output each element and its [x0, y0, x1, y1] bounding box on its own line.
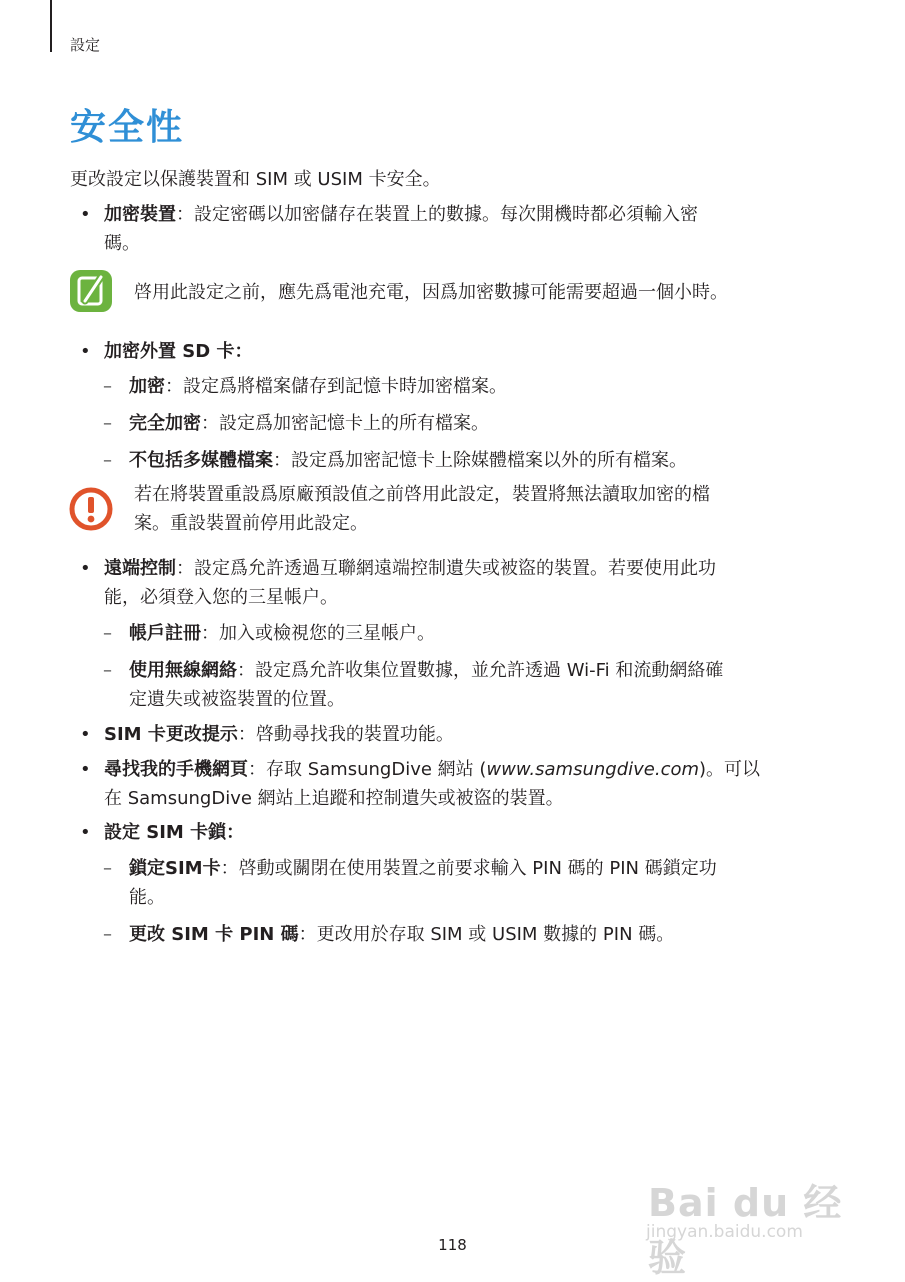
exclamation-icon — [68, 486, 114, 532]
bullet: • — [80, 822, 91, 843]
watermark-main: Bai du 经验 — [648, 1181, 843, 1280]
list-item-encrypt-sd: 加密外置 SD 卡： — [104, 341, 253, 362]
bullet: • — [80, 724, 91, 745]
list-item-continuation: 碼。 — [104, 233, 140, 254]
term: 加密裝置 — [104, 204, 176, 225]
list-item-find-phone: 尋找我的手機網頁：存取 SamsungDive 網站 (www.samsungdive.com)。可以 — [104, 759, 761, 780]
bullet: • — [80, 558, 91, 579]
list-item-remote-control: 遠端控制：設定爲允許透過互聯網遠端控制遺失或被盜的裝置。若要使用此功 — [104, 558, 716, 579]
sub-item-change-pin: 更改 SIM 卡 PIN 碼：更改用於存取 SIM 或 USIM 數據的 PIN 碼。 — [129, 924, 675, 945]
website-link[interactable]: www.samsungdive.com — [486, 759, 700, 780]
watermark-sub: jingyan.baidu.com — [646, 1222, 803, 1242]
page-title: 安全性 — [70, 107, 185, 148]
dash: – — [103, 924, 112, 945]
list-item-sim-alert: SIM 卡更改提示：啓動尋找我的裝置功能。 — [104, 724, 454, 745]
sub-item-wireless-network: 使用無線網絡：設定爲允許收集位置數據，並允許透過 Wi-Fi 和流動網絡確 — [129, 660, 724, 681]
list-item-continuation: 在 SamsungDive 網站上追蹤和控制遺失或被盜的裝置。 — [104, 788, 564, 809]
bullet: • — [80, 204, 91, 225]
dash: – — [103, 413, 112, 434]
dash: – — [103, 450, 112, 471]
dash: – — [103, 660, 112, 681]
sub-item-encrypt: 加密：設定爲將檔案儲存到記憶卡時加密檔案。 — [129, 376, 507, 397]
section-header: 設定 — [70, 36, 101, 54]
sub-item-account-register: 帳戶註冊：加入或檢視您的三星帳户。 — [129, 623, 435, 644]
page-number: 118 — [438, 1236, 467, 1254]
sub-item-continuation: 定遺失或被盜裝置的位置。 — [129, 689, 345, 710]
sub-item-full-encrypt: 完全加密：設定爲加密記憶卡上的所有檔案。 — [129, 413, 489, 434]
list-item-sim-lock: 設定 SIM 卡鎖： — [104, 822, 245, 843]
dash: – — [103, 623, 112, 644]
bullet: • — [80, 759, 91, 780]
bullet: • — [80, 341, 91, 362]
list-item-continuation: 能，必須登入您的三星帳户。 — [104, 587, 338, 608]
term: 加密外置 SD 卡 — [104, 341, 235, 362]
header-rule — [50, 0, 52, 52]
warning-text-line2: 案。重設裝置前停用此設定。 — [134, 513, 368, 534]
baidu-watermark — [640, 1150, 870, 1280]
sub-item-continuation: 能。 — [129, 887, 165, 908]
list-item-encrypt-device: 加密裝置：設定密碼以加密儲存在裝置上的數據。每次開機時都必須輸入密 — [104, 204, 698, 225]
sub-item-lock-sim: 鎖定SIM卡：啓動或關閉在使用裝置之前要求輸入 PIN 碼的 PIN 碼鎖定功 — [129, 858, 717, 879]
warning-text-line1: 若在將裝置重設爲原廠預設值之前啓用此設定，裝置將無法讀取加密的檔 — [134, 484, 710, 505]
intro-text: 更改設定以保護裝置和 SIM 或 USIM 卡安全。 — [70, 169, 441, 190]
pencil-note-icon — [68, 268, 114, 314]
tip-note-text: 啓用此設定之前，應先爲電池充電，因爲加密數據可能需要超過一個小時。 — [134, 282, 728, 303]
dash: – — [103, 858, 112, 879]
sub-item-exclude-media: 不包括多媒體檔案：設定爲加密記憶卡上除媒體檔案以外的所有檔案。 — [129, 450, 687, 471]
dash: – — [103, 376, 112, 397]
